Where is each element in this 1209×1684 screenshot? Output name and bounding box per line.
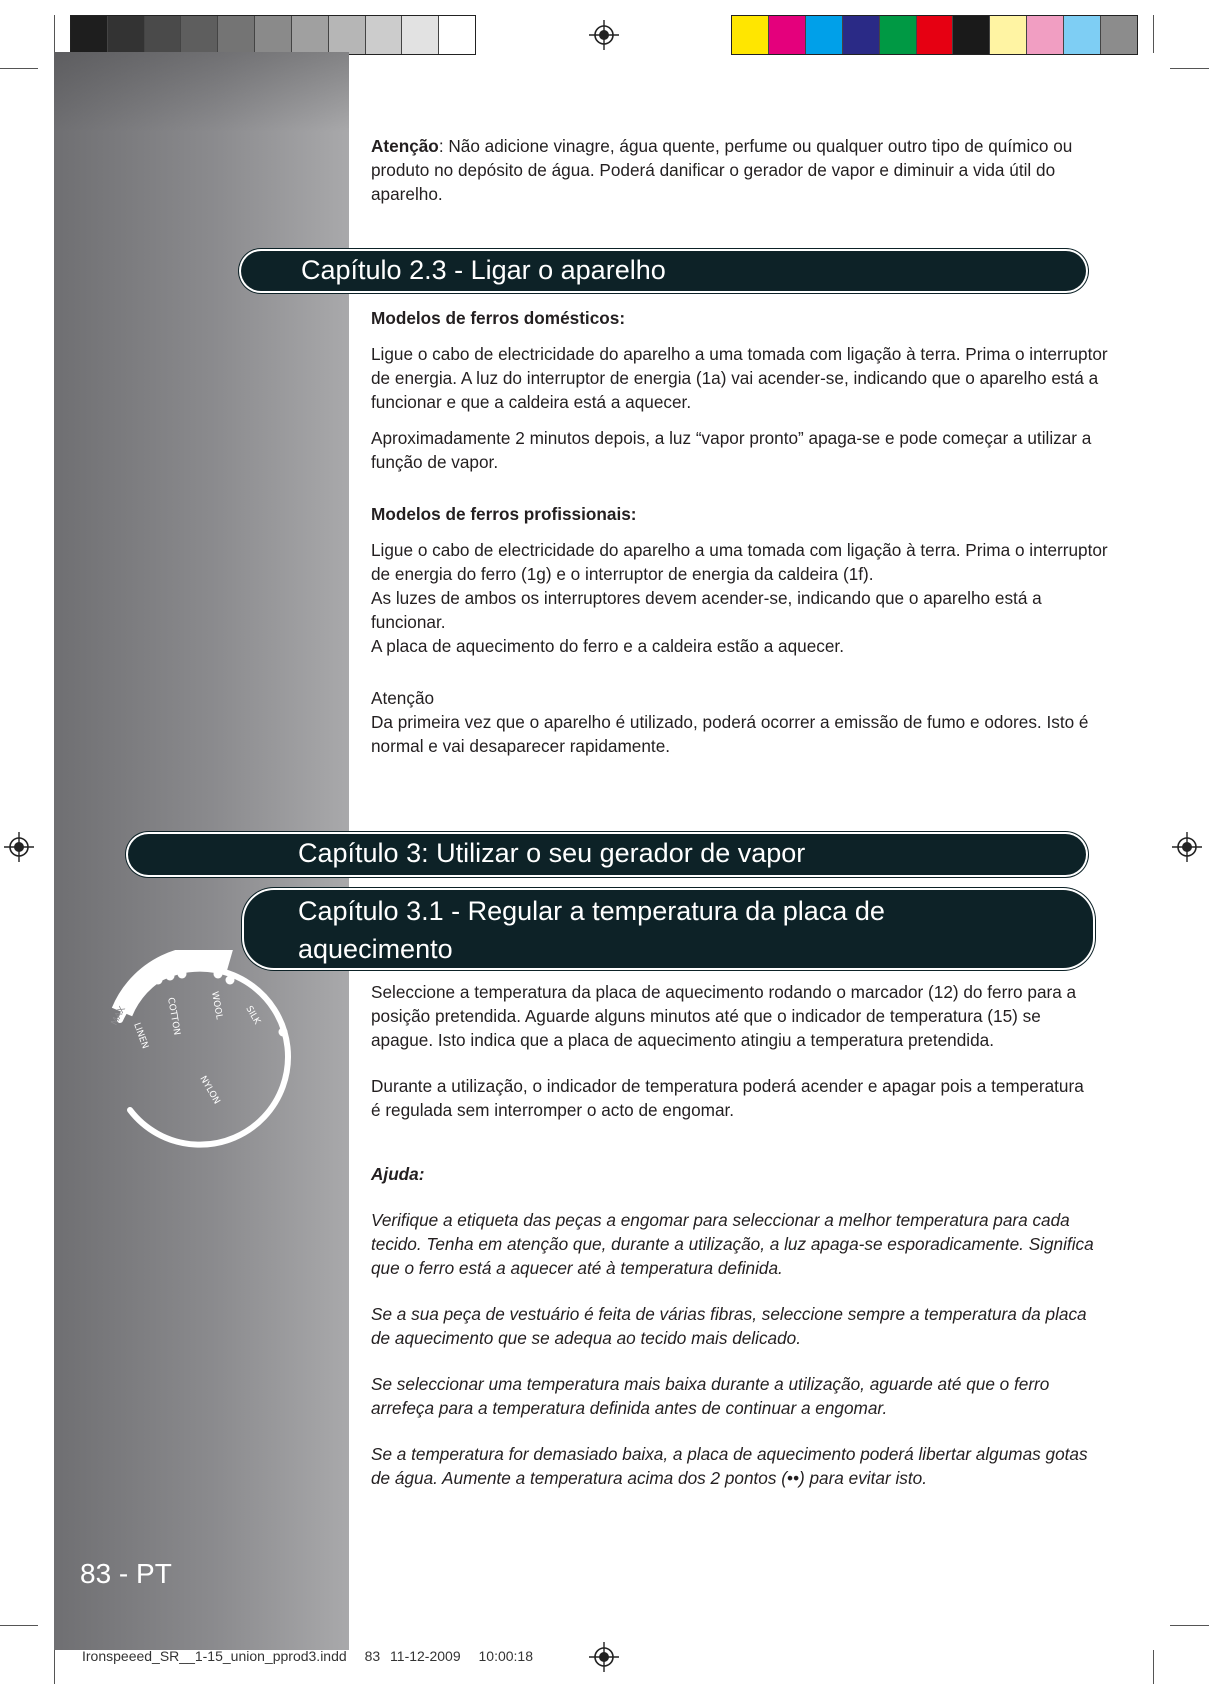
chapter-3-header bbox=[128, 834, 1086, 875]
registration-mark-icon bbox=[1172, 832, 1202, 862]
grayscale-swatch bbox=[292, 16, 329, 54]
grayscale-swatch bbox=[255, 16, 292, 54]
chapter-2-3-header bbox=[241, 251, 1086, 291]
slug-date: 11-12-2009 bbox=[390, 1648, 461, 1664]
crop-mark bbox=[1170, 1625, 1209, 1626]
domestic-paragraph-2: Aproximadamente 2 minutos depois, a luz “vapor pronto” apaga-se e pode começar a utilizar a função de vapor. bbox=[371, 428, 1092, 472]
crop-mark bbox=[1170, 68, 1209, 69]
chapter-2-3-title: Capítulo 2.3 - Ligar o aparelho bbox=[301, 255, 666, 285]
grayscale-swatch bbox=[108, 16, 145, 54]
process-color-swatch bbox=[1101, 16, 1137, 54]
dial-label-nylon: NYLON bbox=[197, 1074, 222, 1107]
registration-mark-icon bbox=[589, 1642, 619, 1672]
warning-label: Atenção bbox=[371, 688, 435, 708]
help-heading: Ajuda: bbox=[371, 1164, 425, 1184]
professional-paragraph-3: A placa de aquecimento do ferro e a caldeira estão a aquecer. bbox=[371, 636, 844, 656]
grayscale-swatch bbox=[218, 16, 255, 54]
help-paragraph-1: Verifique a etiqueta das peças a engomar para seleccionar a melhor temperatura para cada tecido. Tenha em atenção que, durante a utilização, a luz apaga-se esporadicamente. Significa que o ferro está a aquecer até à temperatura definida. bbox=[371, 1210, 1094, 1278]
crop-mark bbox=[54, 1650, 55, 1684]
attention-text: : Não adicione vinagre, água quente, perfume ou qualquer outro tipo de químico ou produto no depósito de água. Poderá danificar o gerador de vapor e diminuir a vida útil do aparelho. bbox=[371, 136, 1073, 204]
dial-label-silk: SILK bbox=[243, 1004, 262, 1027]
process-color-swatch bbox=[953, 16, 990, 54]
registration-mark-icon bbox=[4, 832, 34, 862]
grayscale-swatch bbox=[402, 16, 439, 54]
dial-label-max: MAX bbox=[109, 1004, 129, 1028]
process-color-swatch bbox=[732, 16, 769, 54]
chapter-3-1-body bbox=[371, 980, 1096, 1490]
slug-time: 10:00:18 bbox=[478, 1648, 533, 1664]
temperature-paragraph-2: Durante a utilização, o indicador de temperatura poderá acender e apagar pois a temperatura é regulada sem interromper o acto de engomar. bbox=[371, 1076, 1084, 1120]
crop-mark bbox=[54, 15, 55, 53]
process-color-swatch bbox=[1064, 16, 1101, 54]
professional-paragraph-1: Ligue o cabo de electricidade do aparelho a uma tomada com ligação à terra. Prima o interruptor de energia do ferro (1g) e o interruptor de energia da caldeira (1f). bbox=[371, 540, 1108, 584]
print-slug-line bbox=[82, 1648, 547, 1664]
process-color-bar bbox=[731, 15, 1138, 55]
professional-paragraph-2: As luzes de ambos os interruptores devem acender-se, indicando que o aparelho está a funcionar. bbox=[371, 588, 1042, 632]
registration-mark-icon bbox=[589, 20, 619, 50]
slug-filename: Ironspeeed_SR__1-15_union_pprod3.indd bbox=[82, 1648, 347, 1664]
crop-mark bbox=[0, 1625, 38, 1626]
grayscale-swatch bbox=[181, 16, 218, 54]
process-color-swatch bbox=[917, 16, 954, 54]
process-color-swatch bbox=[806, 16, 843, 54]
page-number: 83 - PT bbox=[80, 1558, 172, 1589]
temperature-paragraph-1: Seleccione a temperatura da placa de aquecimento rodando o marcador (12) do ferro para a posição pretendida. Aguarde alguns minutos até que o indicador de temperatura (15) se apague. Isto indica que a placa de aquecimento atingiu a temperatura pretendida. bbox=[371, 982, 1077, 1050]
grayscale-swatch bbox=[71, 16, 108, 54]
dial-label-cotton: COTTON bbox=[165, 996, 182, 1036]
temperature-dial-icon bbox=[100, 950, 300, 1150]
chapter-2-3-body bbox=[371, 306, 1116, 758]
crop-mark bbox=[0, 68, 38, 69]
grayscale-swatch bbox=[439, 16, 475, 54]
attention-label: Atenção bbox=[371, 136, 439, 156]
domestic-paragraph-1: Ligue o cabo de electricidade do aparelho a uma tomada com ligação à terra. Prima o interruptor de energia. A luz do interruptor de energia (1a) vai acender-se, indicando que o aparelho está a funcionar e que a caldeira está a aquecer. bbox=[371, 344, 1108, 412]
sidebar-shade bbox=[54, 52, 349, 132]
process-color-swatch bbox=[769, 16, 806, 54]
help-paragraph-2: Se a sua peça de vestuário é feita de várias fibras, seleccione sempre a temperatura da placa de aquecimento que se adequa ao tecido mais delicado. bbox=[371, 1304, 1087, 1348]
slug-page: 83 bbox=[364, 1648, 381, 1664]
crop-mark bbox=[1153, 15, 1154, 53]
process-color-swatch bbox=[843, 16, 880, 54]
help-paragraph-3: Se seleccionar uma temperatura mais baixa durante a utilização, aguarde até que o ferro arrefeça para a temperatura definida antes de continuar a engomar. bbox=[371, 1374, 1050, 1418]
grayscale-swatch bbox=[145, 16, 182, 54]
top-attention-note bbox=[371, 134, 1091, 206]
process-color-swatch bbox=[880, 16, 917, 54]
process-color-swatch bbox=[990, 16, 1027, 54]
grayscale-color-bar bbox=[70, 15, 476, 55]
chapter-3-1-title-line-2: aquecimento bbox=[298, 934, 453, 964]
crop-mark bbox=[1153, 1650, 1154, 1684]
chapter-3-title: Capítulo 3: Utilizar o seu gerador de vapor bbox=[298, 838, 806, 868]
grayscale-swatch bbox=[329, 16, 366, 54]
grayscale-swatch bbox=[366, 16, 403, 54]
domestic-models-heading: Modelos de ferros domésticos: bbox=[371, 308, 626, 328]
chapter-3-1-header bbox=[244, 890, 1093, 968]
professional-models-heading: Modelos de ferros profissionais: bbox=[371, 504, 637, 524]
process-color-swatch bbox=[1027, 16, 1064, 54]
chapter-3-1-title-line-1: Capítulo 3.1 - Regular a temperatura da placa de bbox=[298, 896, 885, 926]
help-paragraph-4: Se a temperatura for demasiado baixa, a placa de aquecimento poderá libertar algumas gotas de água. Aumente a temperatura acima dos 2 pontos (••) para evitar isto. bbox=[371, 1444, 1088, 1488]
dial-label-linen: LINEN bbox=[131, 1021, 150, 1051]
warning-text: Da primeira vez que o aparelho é utilizado, poderá ocorrer a emissão de fumo e odores. Isto é normal e vai desaparecer rapidamente. bbox=[371, 712, 1089, 756]
dial-label-wool: WOOL bbox=[209, 990, 224, 1021]
